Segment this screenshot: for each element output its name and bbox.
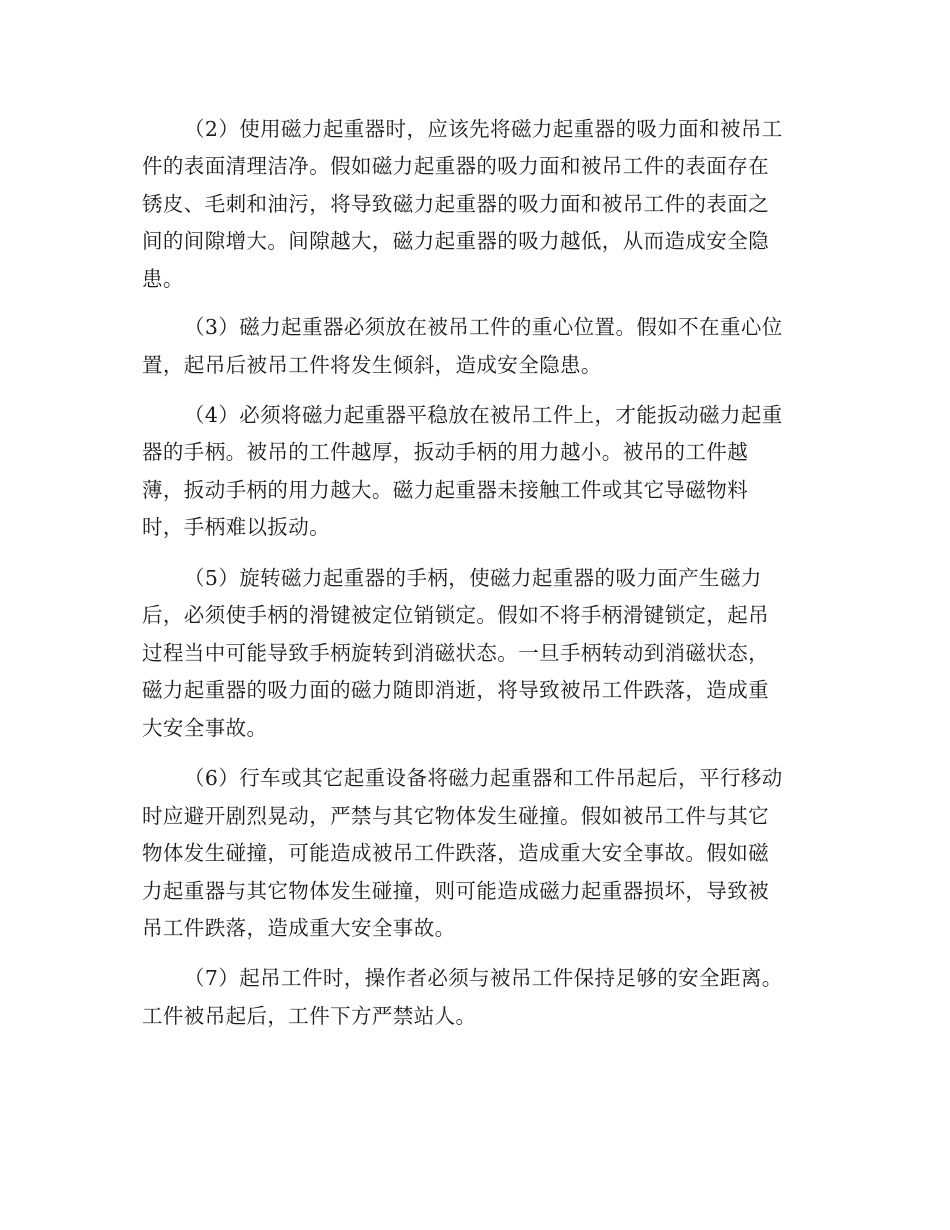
- paragraph-line: 锈皮、毛刺和油污，将导致磁力起重器的吸力面和被吊工件的表面之: [142, 192, 769, 216]
- paragraph-line: （2）使用磁力起重器时，应该先将磁力起重器的吸力面和被吊工: [184, 117, 783, 141]
- paragraph-line: 薄，扳动手柄的用力越大。磁力起重器未接触工件或其它导磁物料: [142, 478, 749, 502]
- paragraph-line: 后，必须使手柄的滑键被定位销锁定。假如不将手柄滑键锁定，起吊: [142, 603, 769, 627]
- paragraph-line: （5）旋转磁力起重器的手柄，使磁力起重器的吸力面产生磁力: [184, 566, 762, 590]
- paragraph-line: （3）磁力起重器必须放在被吊工件的重心位置。假如不在重心位: [184, 315, 783, 339]
- paragraph-line: 患。: [142, 267, 184, 291]
- paragraph-line: 力起重器与其它物体发生碰撞，则可能造成磁力起重器损坏，导致被: [142, 879, 769, 903]
- paragraph-line: 过程当中可能导致手柄旋转到消磁状态。一旦手柄转动到消磁状态，: [142, 641, 769, 665]
- paragraph-line: 吊工件跌落，造成重大安全事故。: [142, 916, 456, 940]
- paragraph-line: 磁力起重器的吸力面的磁力随即消逝，将导致被吊工件跌落，造成重: [142, 678, 769, 702]
- paragraph-line: 物体发生碰撞，可能造成被吊工件跌落，造成重大安全事故。假如磁: [142, 841, 769, 865]
- paragraph-line: 件的表面清理洁净。假如磁力起重器的吸力面和被吊工件的表面存在: [142, 154, 769, 178]
- paragraph-line: （6）行车或其它起重设备将磁力起重器和工件吊起后，平行移动: [184, 766, 783, 790]
- paragraph-line: （7）起吊工件时，操作者必须与被吊工件保持足够的安全距离。: [184, 966, 783, 990]
- paragraph-line: （4）必须将磁力起重器平稳放在被吊工件上，才能扳动磁力起重: [184, 403, 783, 427]
- paragraph-line: 间的间隙增大。间隙越大，磁力起重器的吸力越低，从而造成安全隐: [142, 229, 769, 253]
- paragraph-line: 器的手柄。被吊的工件越厚，扳动手柄的用力越小。被吊的工件越: [142, 440, 749, 464]
- paragraph-line: 时，手柄难以扳动。: [142, 515, 331, 539]
- paragraph-line: 工件被吊起后，工件下方严禁站人。: [142, 1004, 477, 1028]
- paragraph-line: 大安全事故。: [142, 716, 268, 740]
- paragraph-line: 时应避开剧烈晃动，严禁与其它物体发生碰撞。假如被吊工件与其它: [142, 804, 769, 828]
- paragraph-line: 置，起吊后被吊工件将发生倾斜，造成安全隐患。: [142, 353, 602, 377]
